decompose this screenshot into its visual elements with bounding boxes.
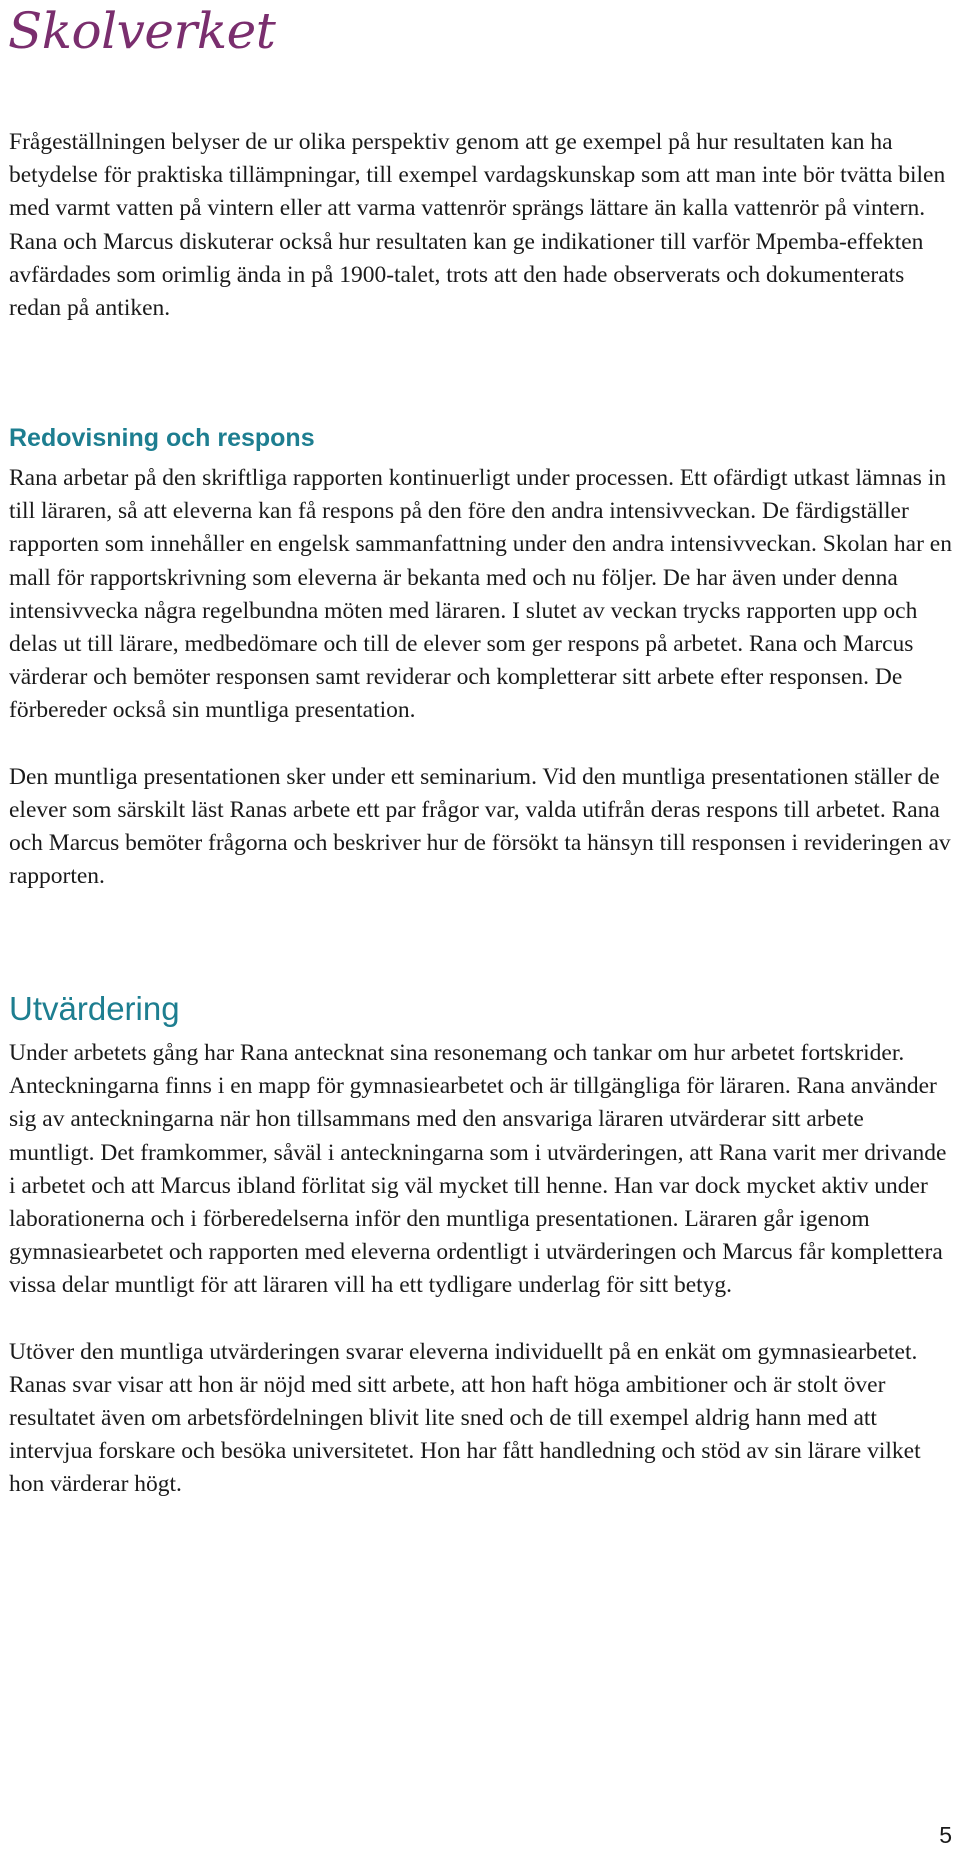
page-number: 5 xyxy=(939,1822,952,1848)
body-paragraph: Under arbetets gång har Rana antecknat sina resonemang och tankar om hur arbetet fortskrider. Anteckningarna finns i en mapp för gymnasiearbetet och är tillgängliga för läraren. Rana använder sig av anteckningarna när hon tillsammans med den ansvariga läraren utvärderar sitt arbete muntligt. Det framkommer, såväl i anteckningarna som i utvärderingen, att Rana varit mer drivande i arbetet och att Marcus ibland förlitat sig väl mycket till henne. Han var dock mycket aktiv under laborationerna och i förberedelserna inför den muntliga presentationen. Läraren går igenom gymnasiearbetet och rapporten med eleverna ordentligt i utvärderingen och Marcus får komplettera vissa delar muntligt för att läraren vill ha ett tydligare underlag för sitt betyg. xyxy=(9,1040,947,1299)
redovisning-section xyxy=(9,462,953,893)
utvardering-section xyxy=(9,1037,953,1502)
section-heading-redovisning: Redovisning och respons xyxy=(9,424,315,452)
section-heading-utvardering: Utvärdering xyxy=(9,990,180,1027)
intro-paragraph: Frågeställningen belyser de ur olika perspektiv genom att ge exempel på hur resultaten kan ha betydelse för praktiska tillämpningar, till exempel vardagskunskap som att man inte bör tvätta bilen med varmt vatten på vintern eller att varma vattenrör sprängs lättare än kalla vattenrör på vintern. Rana och Marcus diskuterar också hur resultaten kan ge indikationer till varför Mpemba-effekten avfärdades som orimlig ända in på 1900-talet, trots att den hade observerats och dokumenterats redan på antiken. xyxy=(9,129,946,322)
body-paragraph: Rana arbetar på den skriftliga rapporten kontinuerligt under processen. Ett ofärdigt utkast lämnas in till läraren, så att eleverna kan få respons på den före den andra intensivveckan. De färdigställer rapporten som innehåller en engelsk sammanfattning under den andra intensivveckan. Skolan har en mall för rapportskrivning som eleverna är bekanta med och nu följer. De har även under denna intensivvecka några regelbundna möten med läraren. I slutet av veckan trycks rapporten upp och delas ut till lärare, medbedömare och till de elever som ger respons på arbetet. Rana och Marcus värderar och bemöter responsen samt reviderar och kompletterar sitt arbete efter responsen. De förbereder också sin muntliga presentation. xyxy=(9,465,952,724)
body-paragraph: Den muntliga presentationen sker under ett seminarium. Vid den muntliga presentationen ställer de elever som särskilt läst Ranas arbete ett par frågor var, valda utifrån deras respons till arbetet. Rana och Marcus bemöter frågorna och beskriver hur de försökt ta hänsyn till responsen i revideringen av rapporten. xyxy=(9,763,951,890)
skolverket-logo: Skolverket xyxy=(8,2,276,60)
intro-section xyxy=(9,126,953,325)
body-paragraph: Utöver den muntliga utvärderingen svarar eleverna individuellt på en enkät om gymnasiearbetet. Ranas svar visar att hon är nöjd med sitt arbete, att hon haft höga ambitioner och är stolt över resultatet även om arbetsfördelningen blivit lite sned och de till exempel aldrig hann med att intervjua forskare och besöka universitetet. Hon har fått handledning och stöd av sin lärare vilket hon värderar högt. xyxy=(9,1338,921,1498)
